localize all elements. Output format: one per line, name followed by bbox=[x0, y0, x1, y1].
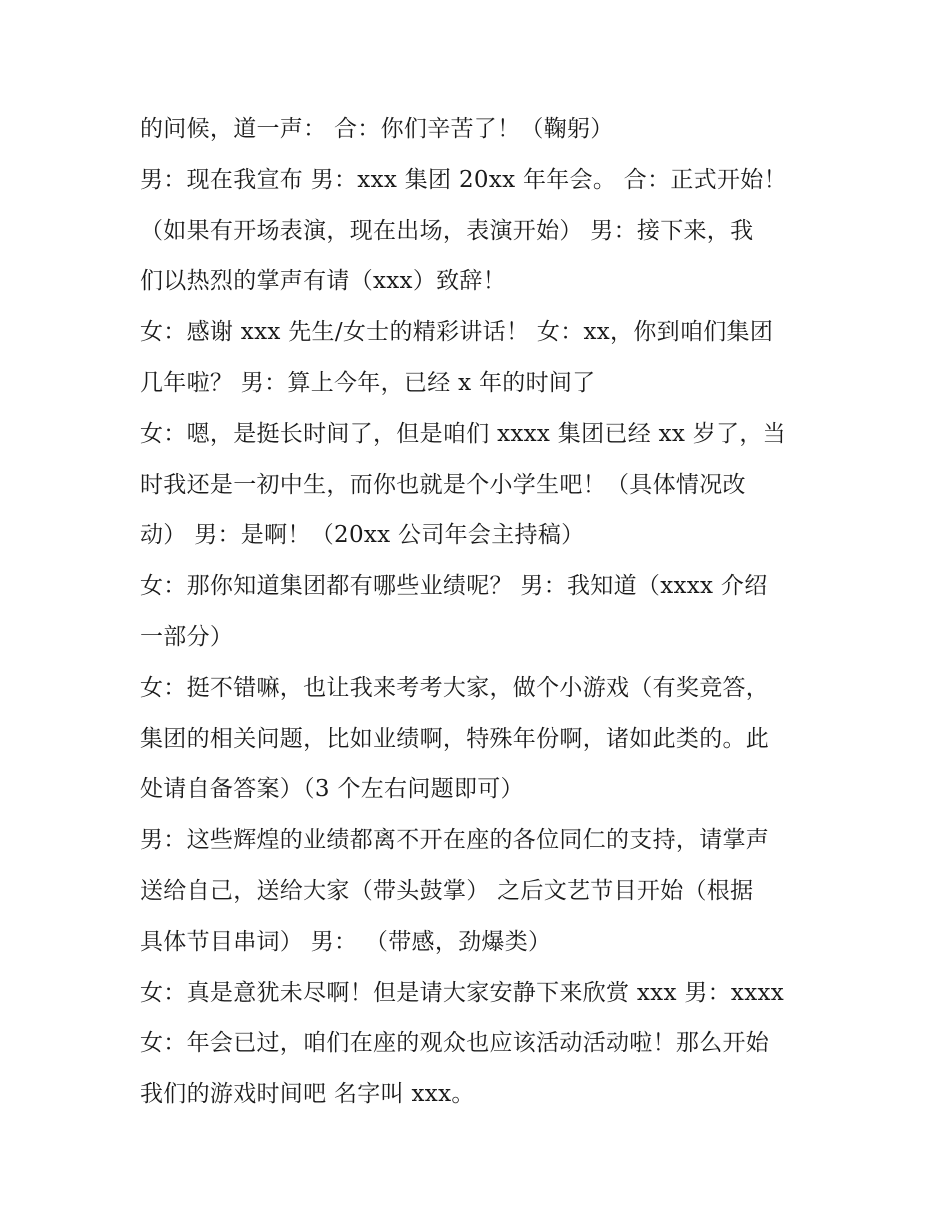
text-line: 一部分） bbox=[140, 623, 234, 650]
text-line: 时我还是一初中生，而你也就是个小学生吧！（具体情况改 bbox=[140, 471, 746, 498]
text-line: 们以热烈的掌声有请（xxx）致辞！ bbox=[140, 268, 507, 295]
text-line: 具体节目串词） 男： （带感，劲爆类） bbox=[140, 928, 552, 955]
text-line: 集团的相关问题，比如业绩啊，特殊年份啊，诸如此类的。此 bbox=[140, 725, 770, 752]
text-line: 女：真是意犹未尽啊！但是请大家安静下来欣赏 xxx 男：xxxx bbox=[140, 979, 785, 1006]
text-line: 女：感谢 xxx 先生/女士的精彩讲话！ 女：xx，你到咱们集团 bbox=[140, 319, 774, 346]
text-line: 我们的游戏时间吧 名字叫 xxx。 bbox=[140, 1081, 475, 1108]
text-line: 女：嗯，是挺长时间了，但是咱们 xxxx 集团已经 xx 岁了，当 bbox=[140, 420, 786, 447]
script-text-body bbox=[140, 104, 820, 1120]
text-line: （如果有开场表演，现在出场，表演开始） 男：接下来，我 bbox=[140, 217, 754, 244]
text-line: 女：那你知道集团都有哪些业绩呢？ 男：我知道（xxxx 介绍 bbox=[140, 573, 768, 600]
text-line: 动） 男：是啊！（20xx 公司年会主持稿） bbox=[140, 522, 585, 549]
text-line: 女：挺不错嘛，也让我来考考大家，做个小游戏（有奖竞答， bbox=[140, 674, 770, 701]
text-line: 男：这些辉煌的业绩都离不开在座的各位同仁的支持，请掌声 bbox=[140, 827, 770, 854]
text-line: 处请自备答案）（3 个左右问题即可） bbox=[140, 776, 524, 803]
text-line: 男：现在我宣布 男：xxx 集团 20xx 年年会。 合：正式开始！ bbox=[140, 166, 787, 193]
text-line: 女：年会已过，咱们在座的观众也应该活动活动啦！那么开始 bbox=[140, 1030, 770, 1057]
text-line: 的问候，道一声： 合：你们辛苦了！（鞠躬） bbox=[140, 116, 614, 142]
text-line: 几年啦？ 男：算上今年，已经 x 年的时间了 bbox=[140, 369, 596, 396]
text-line: 送给自己，送给大家（带头鼓掌） 之后文艺节目开始（根据 bbox=[140, 877, 754, 904]
